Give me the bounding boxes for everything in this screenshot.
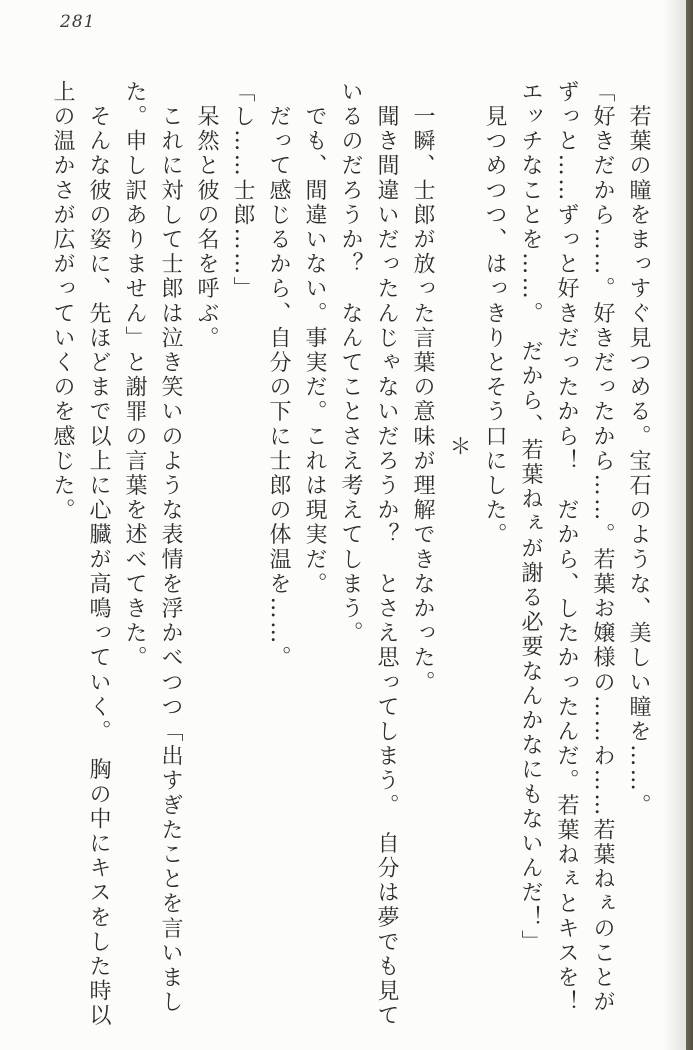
text-column: そんな彼の姿に、先ほどまで以上に心臓が高鳴っていく。 胸の中にキスをした時以	[86, 80, 111, 1029]
text-column: いるのだろうか？ なんてことさえ考えてしまう。	[338, 80, 363, 646]
text-column: 一瞬、士郎が放った言葉の意味が理解できなかった。	[410, 80, 435, 695]
text-column: 聞き間違いだったんじゃないだろうか？ とさえ思ってしまう。 自分は夢でも見て	[374, 80, 399, 1029]
section-separator: ＊	[446, 435, 471, 460]
text-column: 上の温かさが広がっていくのを感じた。	[50, 80, 75, 523]
text-column: 見つめつつ、はっきりとそう口にした。	[482, 80, 507, 548]
text-column: 「好きだから……。好きだったから……。若葉お嬢様の……わ……若葉ねぇのことが	[590, 80, 615, 1015]
text-column: エッチなことを……。 だから、若葉ねぇが謝る必要なんかなにもないんだ！」	[518, 80, 543, 955]
text-column: ずっと……ずっと好きだったから！ だから、したかったんだ。若葉ねぇとキスを！	[554, 80, 579, 1015]
page-number: 281	[60, 12, 96, 32]
body-text	[44, 80, 656, 1029]
text-column: だって感じるから、自分の下に士郎の体温を……。	[266, 80, 291, 671]
text-column: これに対して士郎は泣き笑いのような表情を浮かべつつ「出すぎたことを言いまし	[158, 80, 183, 1015]
text-column: た。申し訳ありません」と謝罪の言葉を述べてきた。	[122, 80, 147, 671]
text-column: でも、間違いない。事実だ。これは現実だ。	[302, 80, 327, 597]
page-edge-bar	[686, 0, 693, 1050]
text-column: 若葉の瞳をまっすぐ見つめる。宝石のような、美しい瞳を……。	[626, 80, 651, 818]
text-column: 「し……士郎……」	[230, 80, 255, 302]
text-column: 呆然と彼の名を呼ぶ。	[194, 80, 219, 351]
page-gutter-shading	[662, 0, 686, 1050]
